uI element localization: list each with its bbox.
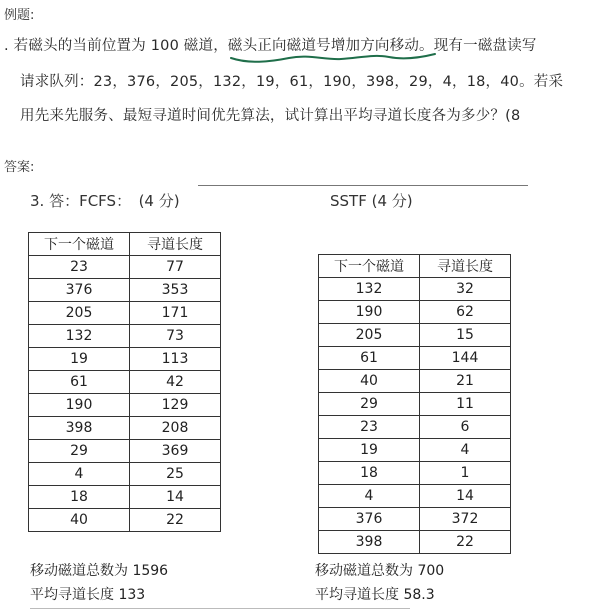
column-header: 下一个磁道 <box>29 233 130 256</box>
next-track-cell: 19 <box>319 439 420 462</box>
fcfs-table <box>28 232 221 532</box>
table-row <box>29 279 221 302</box>
sstf-heading: SSTF (4 分) <box>330 192 413 210</box>
seek-length-cell: 11 <box>420 393 511 416</box>
seek-length-cell: 25 <box>130 463 221 486</box>
table-row <box>29 325 221 348</box>
seek-length-cell: 372 <box>420 508 511 531</box>
table-row <box>29 440 221 463</box>
next-track-cell: 376 <box>29 279 130 302</box>
column-header: 寻道长度 <box>420 255 511 278</box>
next-track-cell: 29 <box>29 440 130 463</box>
next-track-cell: 29 <box>319 393 420 416</box>
table-row <box>319 324 511 347</box>
handwritten-underline <box>229 50 439 64</box>
seek-length-cell: 42 <box>130 371 221 394</box>
table-row <box>319 370 511 393</box>
next-track-cell: 190 <box>319 301 420 324</box>
table-row <box>29 256 221 279</box>
fcfs-average: 平均寻道长度 133 <box>30 587 146 603</box>
seek-length-cell: 15 <box>420 324 511 347</box>
table-row <box>29 394 221 417</box>
fcfs-heading: 3. 答：FCFS： (4 分) <box>30 192 180 210</box>
table-row <box>319 462 511 485</box>
fcfs-total: 移动磁道总数为 1596 <box>30 563 169 579</box>
table-row <box>319 301 511 324</box>
question-line-1-prefix: . 若磁头的当前位置为 100 磁道， <box>4 38 228 54</box>
next-track-cell: 4 <box>29 463 130 486</box>
seek-length-cell: 4 <box>420 439 511 462</box>
next-track-cell: 190 <box>29 394 130 417</box>
question-line-1-suffix: 。现有一磁盘读写 <box>419 38 537 54</box>
question-highlight: 磁头正向磁道号增加方向移动 <box>227 38 420 54</box>
table-header-row <box>319 255 511 278</box>
seek-length-cell: 22 <box>130 509 221 532</box>
next-track-cell: 61 <box>319 347 420 370</box>
next-track-cell: 18 <box>319 462 420 485</box>
next-track-cell: 398 <box>29 417 130 440</box>
seek-length-cell: 129 <box>130 394 221 417</box>
table-row <box>319 416 511 439</box>
table-row <box>29 463 221 486</box>
next-track-cell: 132 <box>29 325 130 348</box>
table-row <box>29 302 221 325</box>
seek-length-cell: 73 <box>130 325 221 348</box>
next-track-cell: 23 <box>319 416 420 439</box>
sstf-table <box>318 254 511 554</box>
sstf-total: 移动磁道总数为 700 <box>315 563 445 579</box>
table-row <box>319 278 511 301</box>
example-label: 例题: <box>4 8 35 23</box>
column-header: 寻道长度 <box>130 233 221 256</box>
seek-length-cell: 113 <box>130 348 221 371</box>
next-track-cell: 205 <box>319 324 420 347</box>
seek-length-cell: 144 <box>420 347 511 370</box>
table-row <box>29 348 221 371</box>
seek-length-cell: 6 <box>420 416 511 439</box>
sstf-average: 平均寻道长度 58.3 <box>315 587 435 603</box>
seek-length-cell: 21 <box>420 370 511 393</box>
table-row <box>29 371 221 394</box>
next-track-cell: 4 <box>319 485 420 508</box>
table-row <box>319 347 511 370</box>
seek-length-cell: 369 <box>130 440 221 463</box>
seek-length-cell: 171 <box>130 302 221 325</box>
next-track-cell: 376 <box>319 508 420 531</box>
seek-length-cell: 1 <box>420 462 511 485</box>
table-row <box>319 531 511 554</box>
next-track-cell: 61 <box>29 371 130 394</box>
seek-length-cell: 77 <box>130 256 221 279</box>
table-row <box>319 485 511 508</box>
question-line-2: 请求队列：23，376，205，132，19，61，190，398，29，4，18，40。若采 <box>20 74 564 90</box>
table-row <box>29 486 221 509</box>
table-header-row <box>29 233 221 256</box>
table-row <box>29 417 221 440</box>
next-track-cell: 18 <box>29 486 130 509</box>
next-track-cell: 19 <box>29 348 130 371</box>
next-track-cell: 40 <box>29 509 130 532</box>
next-track-cell: 132 <box>319 278 420 301</box>
answer-label: 答案: <box>4 160 35 175</box>
cropped-text-edge <box>30 608 410 609</box>
next-track-cell: 398 <box>319 531 420 554</box>
seek-length-cell: 14 <box>420 485 511 508</box>
next-track-cell: 40 <box>319 370 420 393</box>
heading-rule <box>198 185 528 186</box>
question-line-3: 用先来先服务、最短寻道时间优先算法，试计算出平均寻道长度各为多少？(8 <box>20 108 521 124</box>
next-track-cell: 23 <box>29 256 130 279</box>
seek-length-cell: 62 <box>420 301 511 324</box>
seek-length-cell: 14 <box>130 486 221 509</box>
table-row <box>29 509 221 532</box>
table-row <box>319 393 511 416</box>
seek-length-cell: 22 <box>420 531 511 554</box>
column-header: 下一个磁道 <box>319 255 420 278</box>
seek-length-cell: 208 <box>130 417 221 440</box>
next-track-cell: 205 <box>29 302 130 325</box>
table-row <box>319 439 511 462</box>
seek-length-cell: 353 <box>130 279 221 302</box>
table-row <box>319 508 511 531</box>
seek-length-cell: 32 <box>420 278 511 301</box>
